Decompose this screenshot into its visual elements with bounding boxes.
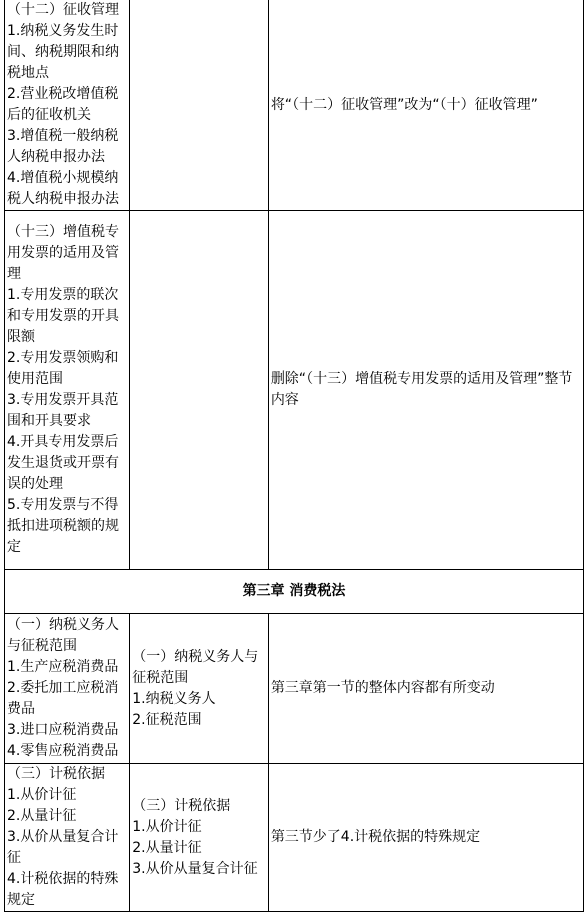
list-item: 3.从价从量复合计征 — [132, 860, 258, 877]
section-heading: （三）计税依据 — [132, 797, 231, 814]
old-content-cell — [5, 211, 130, 570]
old-content-cell — [5, 614, 130, 764]
old-content-cell — [5, 764, 130, 912]
list-item: 5.专用发票与不得抵扣进项税额的规定 — [7, 497, 119, 555]
new-content-cell — [130, 764, 269, 912]
change-note-cell: 删除“（十三）增值税专用发票的适用及管理”整节内容 — [268, 211, 583, 570]
list-item: 3.从价从量复合计征 — [7, 829, 119, 866]
list-item: 2.从量计征 — [7, 808, 77, 824]
list-item: 4.开具专用发票后发生退货或开票有误的处理 — [7, 434, 119, 492]
list-item: 3.增值税一般纳税人纳税申报办法 — [7, 128, 119, 165]
list-item: 2.委托加工应税消费品 — [7, 680, 119, 717]
section-heading: （三）计税依据 — [7, 766, 105, 782]
list-item: 3.进口应税消费品 — [7, 722, 119, 738]
list-item: 4.增值税小规模纳税人纳税申报办法 — [7, 170, 119, 207]
change-note-cell: 第三节少了4.计税依据的特殊规定 — [268, 764, 583, 912]
comparison-table — [4, 0, 584, 912]
old-content-cell — [5, 0, 130, 211]
new-content-cell — [130, 211, 269, 570]
list-item: 1.从价计征 — [132, 818, 202, 835]
section-heading: （一）纳税义务人与征税范围 — [7, 617, 119, 654]
list-item: 2.营业税改增值税后的征收机关 — [7, 86, 119, 123]
new-content-cell — [130, 614, 269, 764]
list-item: 1.纳税义务发生时间、纳税期限和纳税地点 — [7, 23, 119, 81]
section-heading: （十三）增值税专用发票的适用及管理 — [7, 224, 119, 282]
chapter-row — [5, 570, 584, 614]
change-note-cell: 第三章第一节的整体内容都有所变动 — [268, 614, 583, 764]
list-item: 1.专用发票的联次和专用发票的开具限额 — [7, 287, 119, 345]
list-item: 1.从价计征 — [7, 787, 77, 803]
list-item: 4.计税依据的特殊规定 — [7, 871, 119, 908]
section-heading: （一）纳税义务人与征税范围 — [132, 648, 259, 686]
list-item: 2.从量计征 — [132, 839, 202, 856]
table-row — [5, 0, 584, 211]
table-row — [5, 211, 584, 570]
list-item: 4.零售应税消费品 — [7, 743, 119, 759]
section-heading: （十二）征收管理 — [7, 2, 119, 18]
table-row — [5, 764, 584, 912]
change-note-cell: 将“（十二）征收管理”改为“（十）征收管理” — [268, 0, 583, 211]
list-item: 2.专用发票领购和使用范围 — [7, 350, 119, 387]
table-row — [5, 614, 584, 764]
list-item: 1.生产应税消费品 — [7, 659, 119, 675]
list-item: 2.征税范围 — [132, 711, 202, 728]
new-content-cell — [130, 0, 269, 211]
list-item: 3.专用发票开具范围和开具要求 — [7, 392, 119, 429]
chapter-title: 第三章 消费税法 — [5, 570, 584, 614]
list-item: 1.纳税义务人 — [132, 690, 216, 707]
